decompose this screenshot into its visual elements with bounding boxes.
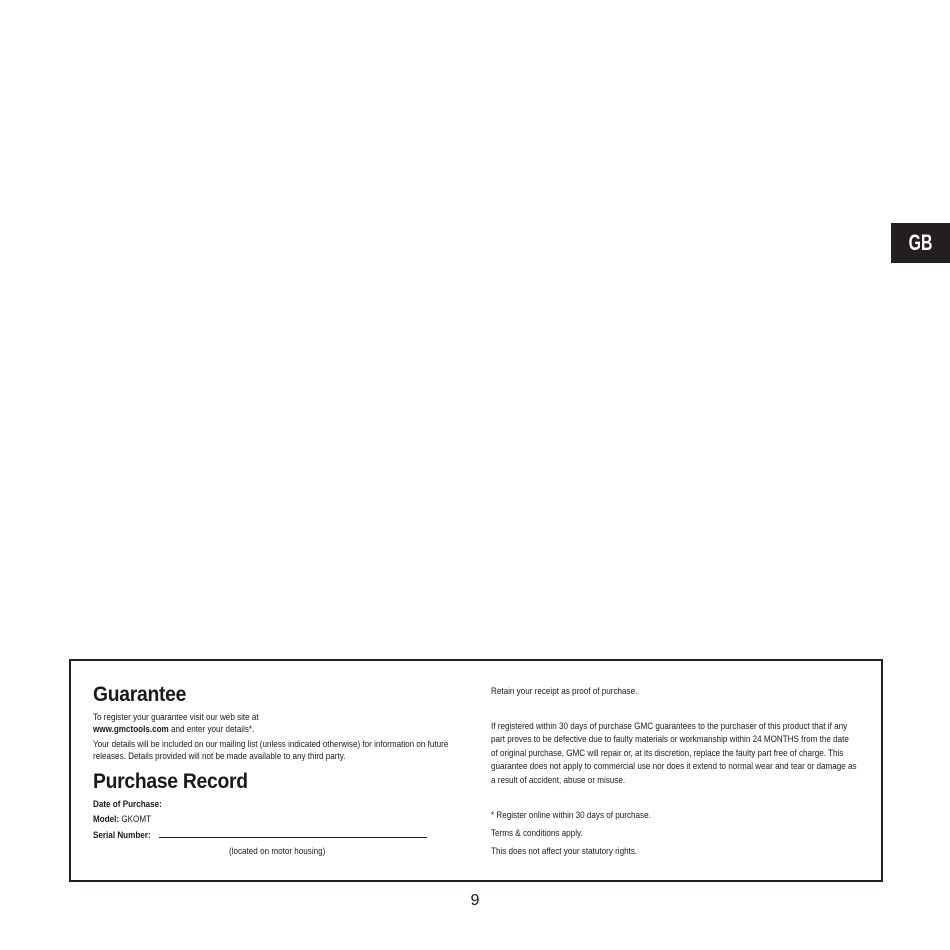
mailing-line-1: Your details will be included on our mailing list (unless indicated otherwise) for information on future	[93, 739, 449, 749]
serial-number-note: (located on motor housing)	[229, 846, 326, 856]
model-label: Model:	[93, 814, 120, 824]
retain-receipt-text: Retain your receipt as proof of purchase.	[491, 686, 638, 696]
guarantee-box	[69, 659, 883, 882]
guarantee-title: Guarantee	[93, 683, 187, 706]
model-value: GKOMT	[119, 814, 152, 824]
terms-line-4: guarantee does not apply to commercial use nor does it extend to normal wear and tear or damage as	[491, 761, 857, 771]
mailing-line-2: releases. Details provided will not be made available to any third party.	[93, 751, 346, 761]
purchase-record-title: Purchase Record	[93, 770, 248, 793]
serial-number-label: Serial Number:	[93, 830, 151, 840]
page-number: 9	[470, 892, 480, 909]
serial-number-field-line	[159, 837, 427, 838]
terms-line-1: If registered within 30 days of purchase GMC guarantees to the purchaser of this product that if any	[491, 721, 848, 731]
terms-line-3: of original purchase, GMC will repair or, at its discretion, replace the faulty part free of charge. This	[491, 748, 844, 758]
model-line	[93, 813, 151, 827]
terms-conditions-text: Terms & conditions apply.	[491, 828, 583, 838]
terms-line-5: a result of accident, abuse or misuse.	[491, 775, 626, 785]
terms-line-2: part proves to be defective due to faulty materials or workmanship within 24 MONTHS from the date	[491, 734, 849, 744]
website-link[interactable]: www.gmctools.com	[93, 724, 169, 734]
language-tab	[891, 223, 950, 263]
register-text-1: To register your guarantee visit our web site at	[93, 712, 259, 722]
register-footnote: * Register online within 30 days of purchase.	[491, 810, 651, 820]
register-text-2: and enter your details*.	[168, 724, 255, 734]
language-tab-label: GB	[908, 230, 933, 255]
register-line-2	[93, 723, 254, 737]
date-of-purchase-label: Date of Purchase:	[93, 799, 162, 809]
statutory-rights-text: This does not affect your statutory rights.	[491, 846, 638, 856]
